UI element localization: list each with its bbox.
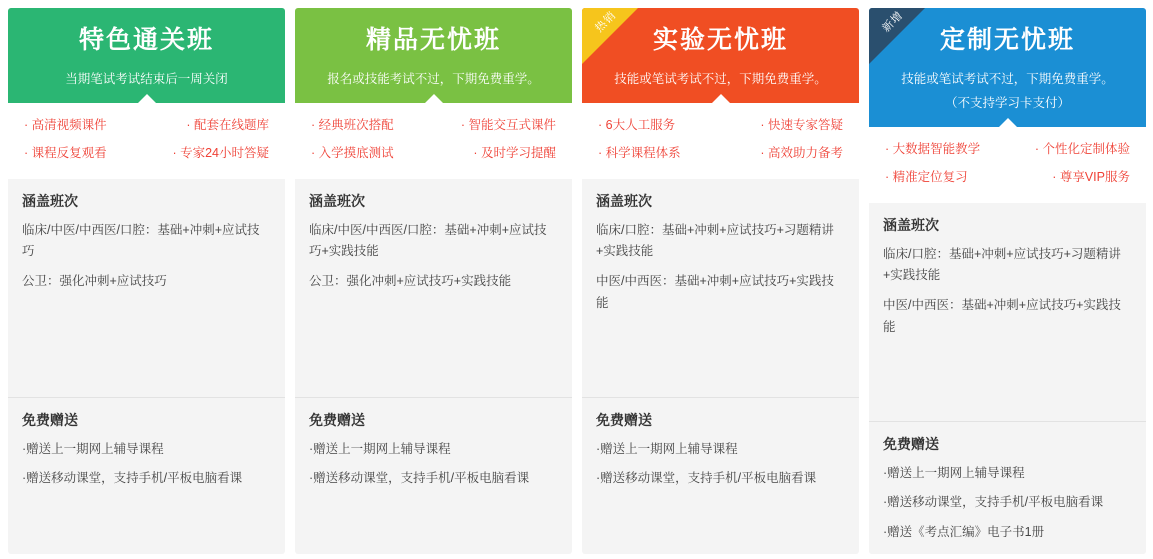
coverage-title: 涵盖班次 bbox=[596, 192, 652, 209]
gift-title: 免费赠送 bbox=[309, 411, 365, 428]
feature-row bbox=[24, 117, 269, 135]
plan-title: 实验无忧班 bbox=[652, 26, 788, 54]
coverage-line: 临床/中医/中西医/口腔：基础+冲刺+应试技巧 bbox=[22, 222, 260, 259]
plan-subtitle-line1: 技能或笔试考试不过，下期免费重学。 bbox=[614, 71, 827, 86]
plan-gift-section bbox=[295, 397, 572, 501]
feature-item: · 高效助力备考 bbox=[760, 146, 843, 160]
feature-row bbox=[598, 145, 843, 163]
plan-features bbox=[582, 103, 859, 179]
plan-card-jingpin-wuyou[interactable] bbox=[295, 8, 572, 554]
plan-coverage-section bbox=[869, 203, 1146, 421]
plan-title: 特色通关班 bbox=[78, 26, 214, 54]
ribbon-label: 热销 bbox=[593, 9, 619, 35]
plan-card-tese-tongguan[interactable] bbox=[8, 8, 285, 554]
feature-item: · 及时学习提醒 bbox=[473, 146, 556, 160]
gift-line: ·赠送移动课堂，支持手机/平板电脑看课 bbox=[883, 495, 1104, 510]
feature-item: · 经典班次搭配 bbox=[311, 117, 394, 132]
feature-row bbox=[598, 117, 843, 135]
coverage-line: 中医/中西医：基础+冲刺+应试技巧+实践技能 bbox=[883, 298, 1121, 335]
feature-item: · 个性化定制体验 bbox=[1034, 141, 1130, 156]
gift-line: ·赠送上一期网上辅导课程 bbox=[883, 465, 1025, 480]
plan-gift-section bbox=[582, 397, 859, 501]
feature-row bbox=[311, 117, 556, 135]
feature-item: · 配套在线题库 bbox=[186, 117, 269, 132]
feature-item: · 快速专家答疑 bbox=[760, 117, 843, 132]
plan-header bbox=[869, 8, 1146, 127]
feature-row bbox=[311, 145, 556, 163]
feature-item: · 课程反复观看 bbox=[24, 146, 107, 160]
feature-item: · 高清视频课件 bbox=[24, 117, 107, 132]
plan-subtitle-line1: 技能或笔试考试不过，下期免费重学。 bbox=[901, 71, 1114, 86]
ribbon-label: 新增 bbox=[880, 9, 906, 35]
plan-subtitle-line1: 当期笔试考试结束后一周关闭 bbox=[65, 71, 228, 86]
plan-subtitle bbox=[18, 69, 275, 89]
feature-item: · 入学摸底测试 bbox=[311, 146, 394, 160]
plan-subtitle-line2: （不支持学习卡支付） bbox=[944, 95, 1070, 110]
gift-line: ·赠送上一期网上辅导课程 bbox=[596, 441, 738, 456]
plan-features bbox=[8, 103, 285, 179]
coverage-title: 涵盖班次 bbox=[883, 216, 939, 233]
feature-item: · 专家24小时答疑 bbox=[172, 146, 269, 160]
plan-coverage-section bbox=[295, 179, 572, 397]
gift-line: ·赠送移动课堂，支持手机/平板电脑看课 bbox=[22, 471, 243, 486]
coverage-line: 中医/中西医：基础+冲刺+应试技巧+实践技能 bbox=[596, 274, 834, 311]
gift-line: ·赠送上一期网上辅导课程 bbox=[309, 441, 451, 456]
feature-item: · 6大人工服务 bbox=[598, 117, 676, 132]
feature-item: · 智能交互式课件 bbox=[460, 117, 556, 132]
coverage-line: 临床/中医/中西医/口腔：基础+冲刺+应试技巧+实践技能 bbox=[309, 222, 547, 259]
feature-row bbox=[24, 145, 269, 163]
plan-coverage-section bbox=[582, 179, 859, 397]
plan-gift-section bbox=[869, 421, 1146, 555]
gift-line: ·赠送《考点汇编》电子书1册 bbox=[883, 525, 1045, 540]
plan-subtitle bbox=[305, 69, 562, 89]
plan-header bbox=[295, 8, 572, 103]
gift-title: 免费赠送 bbox=[22, 411, 78, 428]
feature-item: · 精准定位复习 bbox=[885, 170, 968, 184]
feature-item: · 科学课程体系 bbox=[598, 146, 681, 160]
feature-row bbox=[885, 141, 1130, 159]
plan-features bbox=[295, 103, 572, 179]
plan-coverage-section bbox=[8, 179, 285, 397]
coverage-line: 公卫：强化冲刺+应试技巧 bbox=[22, 274, 167, 289]
feature-item: · 大数据智能教学 bbox=[885, 141, 981, 156]
feature-row bbox=[885, 169, 1130, 187]
coverage-line: 临床/口腔：基础+冲刺+应试技巧+习题精讲+实践技能 bbox=[883, 246, 1121, 283]
plan-card-dingzhi-wuyou[interactable] bbox=[869, 8, 1146, 554]
feature-item: · 尊享VIP服务 bbox=[1052, 170, 1130, 184]
coverage-line: 公卫：强化冲刺+应试技巧+实践技能 bbox=[309, 274, 512, 289]
plan-title: 精品无忧班 bbox=[365, 26, 501, 54]
plan-features bbox=[869, 127, 1146, 203]
plan-gift-section bbox=[8, 397, 285, 501]
plan-subtitle bbox=[592, 69, 849, 89]
plan-title: 定制无忧班 bbox=[939, 26, 1075, 54]
gift-line: ·赠送移动课堂，支持手机/平板电脑看课 bbox=[596, 471, 817, 486]
plan-header bbox=[582, 8, 859, 103]
gift-title: 免费赠送 bbox=[883, 435, 939, 452]
plan-subtitle-line1: 报名或技能考试不过，下期免费重学。 bbox=[327, 71, 540, 86]
plan-subtitle bbox=[879, 69, 1136, 113]
gift-line: ·赠送移动课堂，支持手机/平板电脑看课 bbox=[309, 471, 530, 486]
gift-line: ·赠送上一期网上辅导课程 bbox=[22, 441, 164, 456]
plan-card-shiyan-wuyou[interactable] bbox=[582, 8, 859, 554]
coverage-title: 涵盖班次 bbox=[309, 192, 365, 209]
coverage-title: 涵盖班次 bbox=[22, 192, 78, 209]
gift-title: 免费赠送 bbox=[596, 411, 652, 428]
plan-header bbox=[8, 8, 285, 103]
coverage-line: 临床/口腔：基础+冲刺+应试技巧+习题精讲+实践技能 bbox=[596, 222, 834, 259]
